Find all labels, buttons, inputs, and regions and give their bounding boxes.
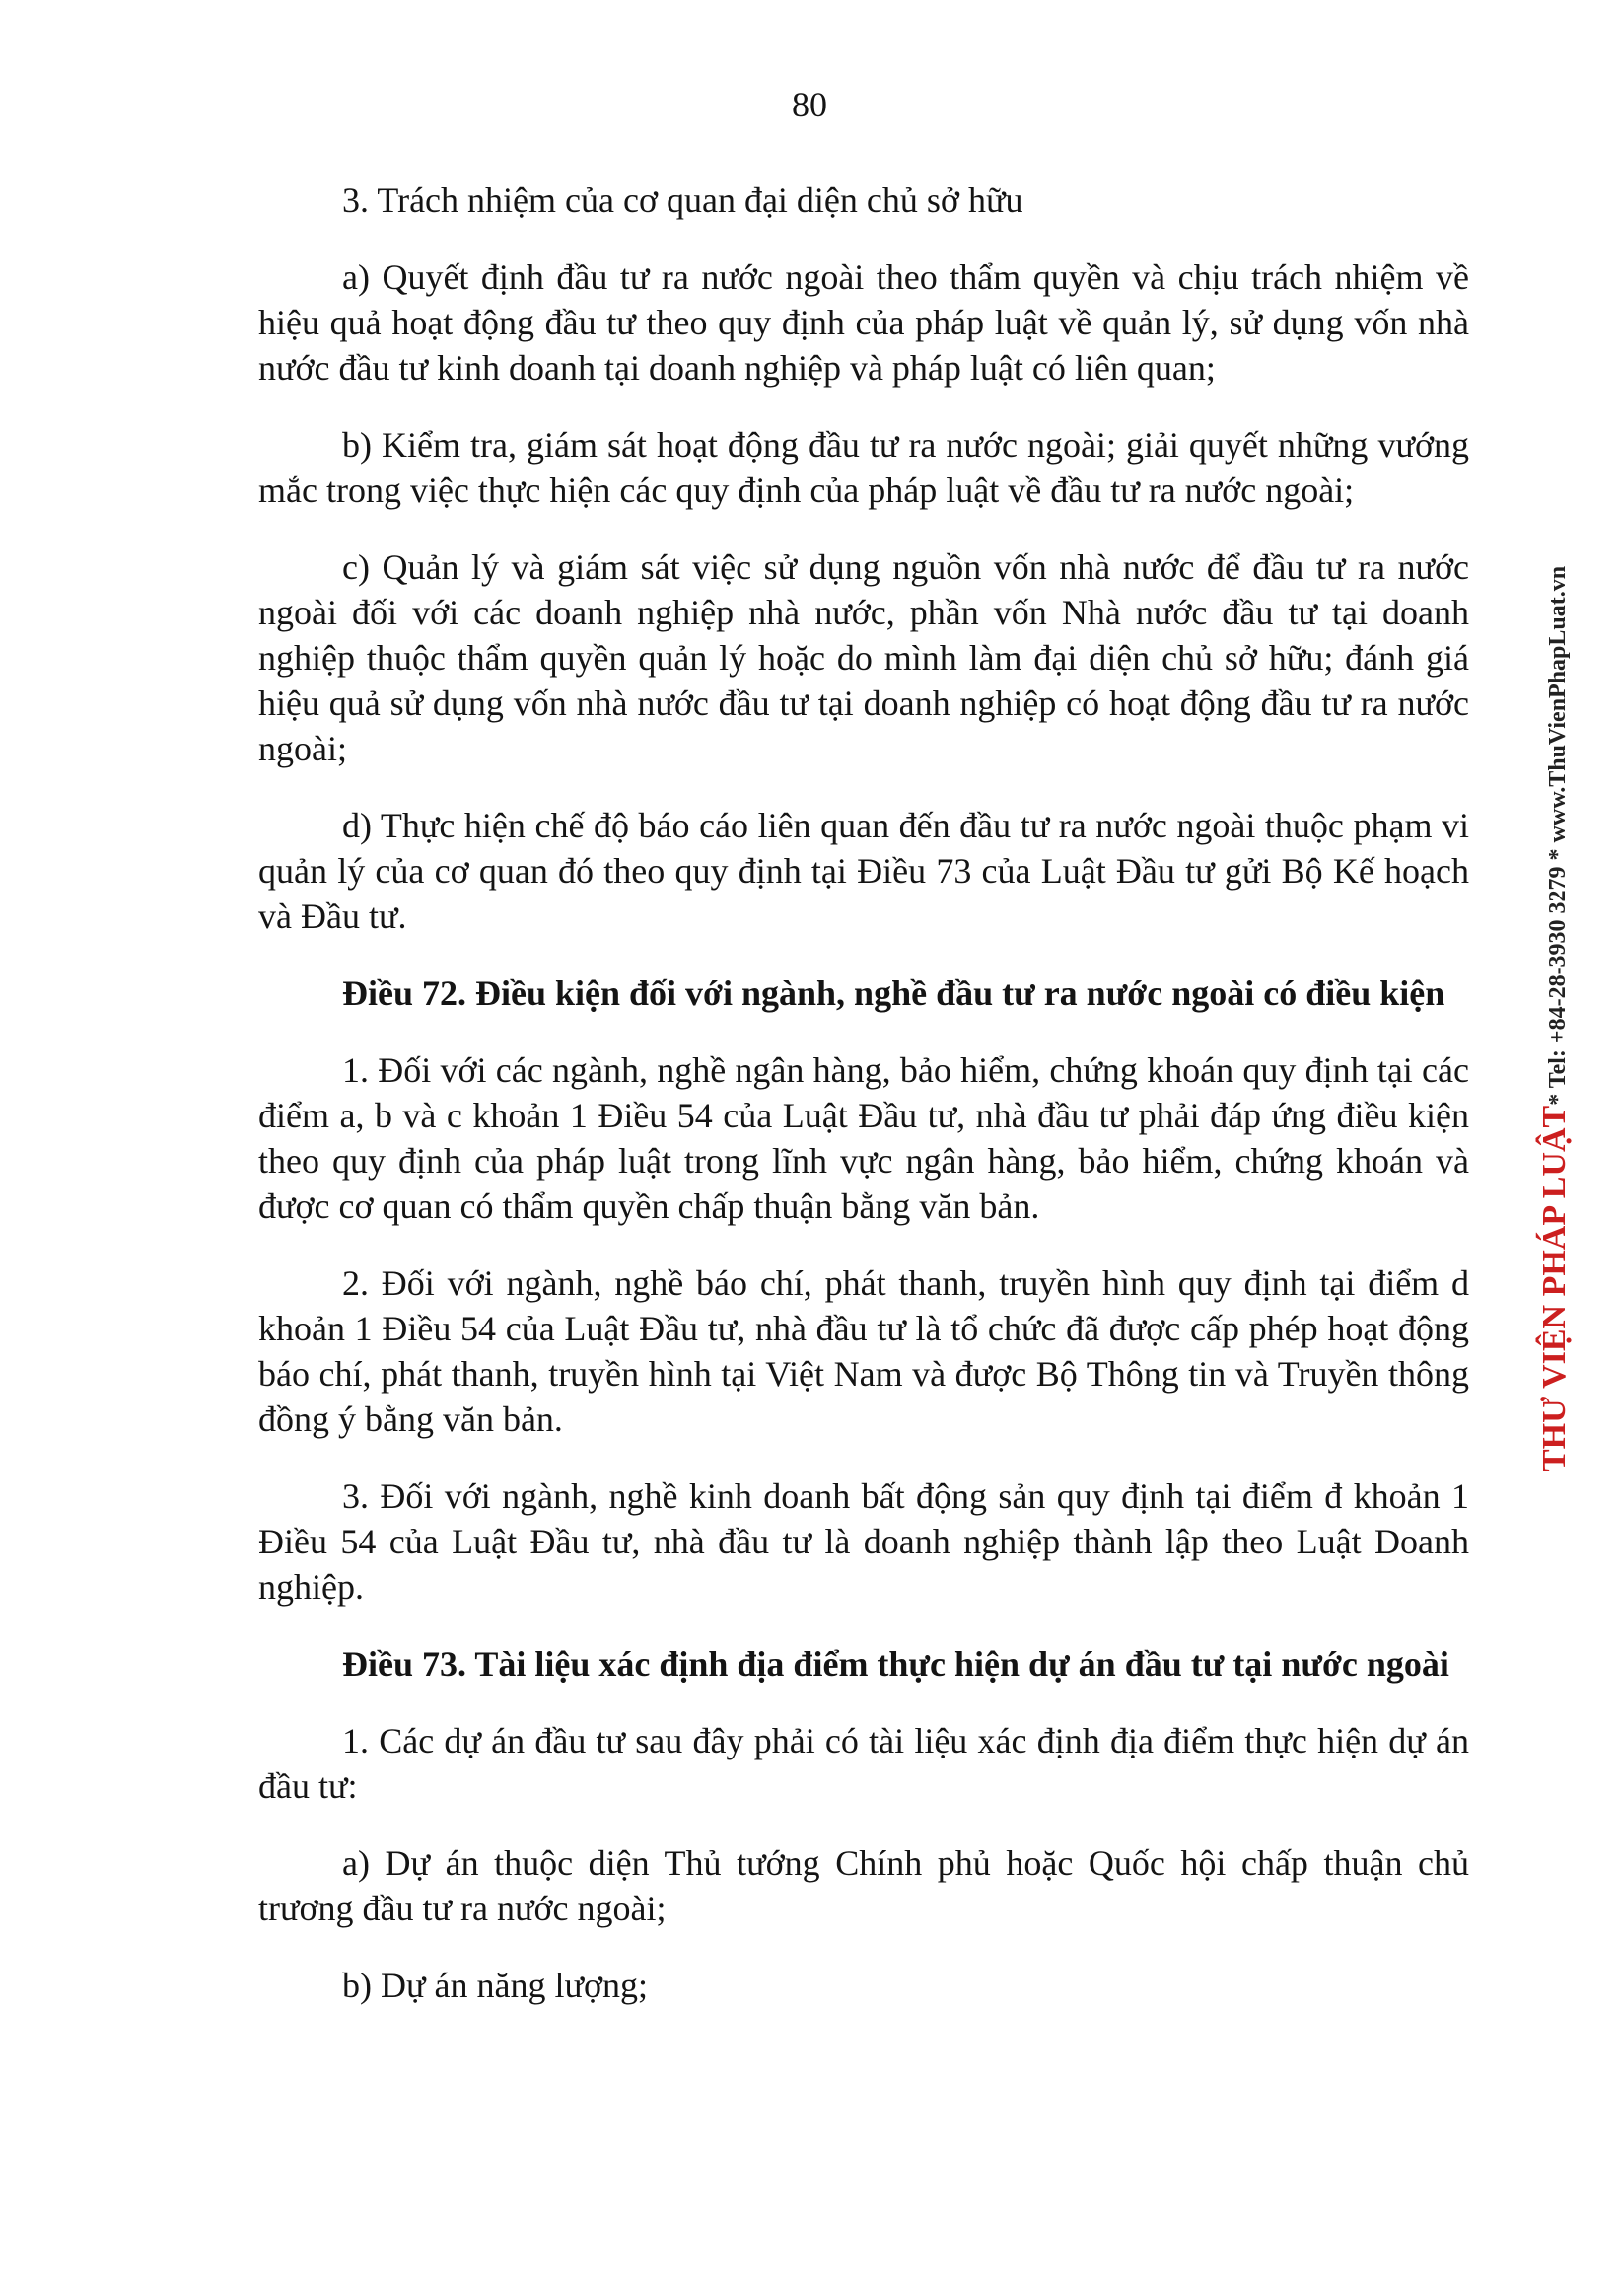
article-72-clause-1: 1. Đối với các ngành, nghề ngân hàng, bảo hiểm, chứng khoán quy định tại các điểm a, b và c khoản 1 Điều 54 của Luật Đầu tư, nhà đầu tư phải đáp ứng điều kiện theo quy định của pháp luật trong lĩnh vực ngân hàng, bảo hiểm, chứng khoán và được cơ quan có thẩm quyền chấp thuận bằng văn bản. [258,1050,1469,1226]
watermark-brand: THƯ VIỆN PHÁP LUẬT [1536,1105,1573,1471]
article-72-clause-3: 3. Đối với ngành, nghề kinh doanh bất động sản quy định tại điểm đ khoản 1 Điều 54 của Luật Đầu tư, nhà đầu tư là doanh nghiệp thành lập theo Luật Doanh nghiệp. [258,1476,1469,1607]
page-number: 80 [792,85,827,124]
point-a-investment-decision: a) Quyết định đầu tư ra nước ngoài theo thẩm quyền và chịu trách nhiệm về hiệu quả hoạt động đầu tư theo quy định của pháp luật về quản lý, sử dụng vốn nhà nước đầu tư kinh doanh tại doanh nghiệp và pháp luật có liên quan; [258,257,1469,388]
article-73-point-a: a) Dự án thuộc diện Thủ tướng Chính phủ hoặc Quốc hội chấp thuận chủ trương đầu tư ra nước ngoài; [258,1843,1469,1928]
article-72-heading: Điều 72. Điều kiện đối với ngành, nghề đầu tư ra nước ngoài có điều kiện [342,973,1445,1013]
side-watermark [1536,565,1573,1471]
watermark-contact: * Tel: +84-28-3930 3279 * www.ThuVienPhapLuat.vn [1545,565,1571,1106]
article-73-heading: Điều 73. Tài liệu xác định địa điểm thực hiện dự án đầu tư tại nước ngoài [342,1644,1449,1684]
article-73-clause-1: 1. Các dự án đầu tư sau đây phải có tài liệu xác định địa điểm thực hiện dự án đầu tư: [258,1721,1469,1806]
point-d-reporting: d) Thực hiện chế độ báo cáo liên quan đến đầu tư ra nước ngoài thuộc phạm vi quản lý của cơ quan đó theo quy định tại Điều 73 của Luật Đầu tư gửi Bộ Kế hoạch và Đầu tư. [258,806,1469,936]
document-body [258,178,1469,2008]
article-72-clause-2: 2. Đối với ngành, nghề báo chí, phát thanh, truyền hình quy định tại điểm d khoản 1 Điều 54 của Luật Đầu tư, nhà đầu tư là tổ chức đã được cấp phép hoạt động báo chí, phát thanh, truyền hình tại Việt Nam và được Bộ Thông tin và Truyền thông đồng ý bằng văn bản. [258,1263,1469,1439]
point-c-capital-management: c) Quản lý và giám sát việc sử dụng nguồn vốn nhà nước để đầu tư ra nước ngoài đối với các doanh nghiệp nhà nước, phần vốn Nhà nước đầu tư tại doanh nghiệp thuộc thẩm quyền quản lý hoặc do mình làm đại diện chủ sở hữu; đánh giá hiệu quả sử dụng vốn nhà nước đầu tư tại doanh nghiệp có hoạt động đầu tư ra nước ngoài; [258,547,1469,768]
point-b-inspection: b) Kiểm tra, giám sát hoạt động đầu tư ra nước ngoài; giải quyết những vướng mắc trong việc thực hiện các quy định của pháp luật về đầu tư ra nước ngoài; [258,425,1469,510]
article-73-point-b: b) Dự án năng lượng; [342,1966,649,2005]
clause-3-responsibility: 3. Trách nhiệm của cơ quan đại diện chủ sở hữu [342,180,1023,220]
